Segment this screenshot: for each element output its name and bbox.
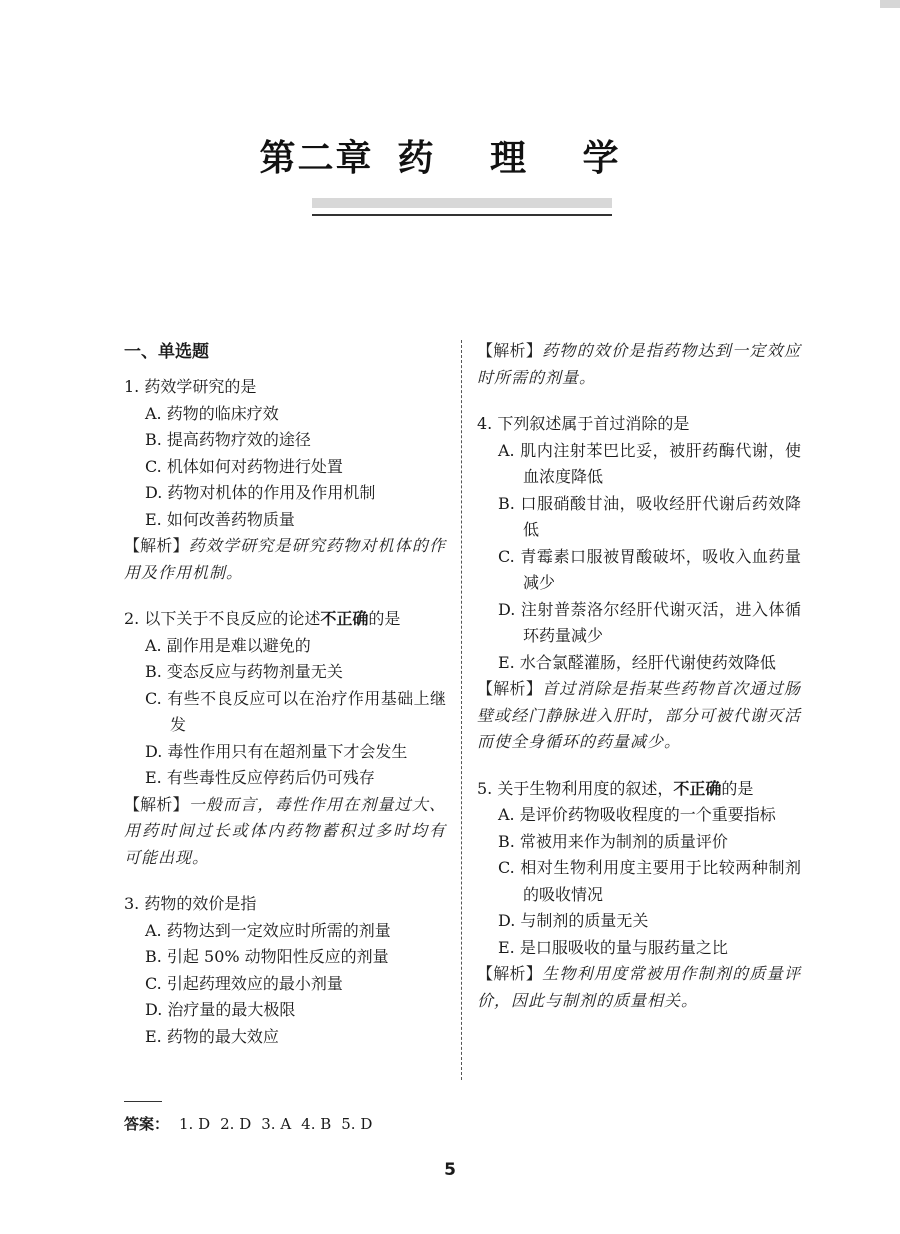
option: C. 引起药理效应的最小剂量 (145, 973, 343, 993)
option: D. 与制剂的质量无关 (498, 911, 649, 930)
question-1 (124, 374, 446, 586)
option: C. 青霉素口服被胃酸破坏，吸收入血药量减少 (498, 546, 801, 592)
option: C. 相对生物利用度主要用于比较两种制剂的吸收情况 (498, 858, 801, 904)
answer-separator (124, 1101, 162, 1102)
title-decoration-bar (312, 198, 612, 208)
question-stem: 3. 药物的效价是指 (124, 894, 257, 913)
option: E. 药物的最大效应 (145, 1026, 279, 1046)
answer-item: 5. D (341, 1115, 373, 1133)
option: C. 机体如何对药物进行处置 (145, 456, 343, 476)
answer-item: 3. A (261, 1115, 292, 1133)
option: C. 有些不良反应可以在治疗作用基础上继发 (145, 688, 446, 734)
question-2 (124, 606, 446, 871)
option: B. 提高药物疗效的途径 (145, 430, 311, 449)
option: B. 引起 50% 动物阳性反应的剂量 (145, 947, 389, 966)
question-3-analysis (477, 338, 801, 391)
analysis: 【解析】首过消除是指某些药物首次通过肠壁或经门静脉进入肝时，部分可被代谢灭活而使全身循环的药量减少。 (477, 679, 801, 751)
page-number: 5 (444, 1160, 456, 1180)
option: E. 是口服吸收的量与服药量之比 (498, 937, 728, 957)
option: A. 药物达到一定效应时所需的剂量 (145, 920, 391, 940)
corner-mark (880, 0, 900, 8)
analysis: 【解析】一般而言，毒性作用在剂量过大、用药时间过长或体内药物蓄积过多时均有可能出现。 (124, 794, 446, 867)
answer-label: 答案： (124, 1115, 170, 1133)
question-stem: 5. 关于生物利用度的叙述，不正确的是 (477, 778, 754, 798)
question-5 (477, 776, 801, 1015)
option: E. 有些毒性反应停药后仍可残存 (145, 768, 375, 787)
chapter-number: 第二章 (259, 138, 374, 179)
option: D. 治疗量的最大极限 (145, 1000, 296, 1019)
option: D. 注射普萘洛尔经肝代谢灭活，进入体循环药量减少 (498, 599, 801, 645)
option: E. 水合氯醛灌肠，经肝代谢使药效降低 (498, 652, 776, 672)
option: A. 药物的临床疗效 (145, 403, 279, 423)
column-divider (461, 340, 462, 1080)
answer-item: 1. D (179, 1115, 211, 1133)
question-4 (477, 411, 801, 756)
chapter-name: 药 理 学 (397, 138, 641, 179)
right-column (477, 338, 801, 1034)
answer-item: 4. B (301, 1115, 332, 1133)
option: A. 副作用是难以避免的 (145, 635, 311, 655)
left-column (124, 338, 446, 1070)
option: B. 常被用来作为制剂的质量评价 (498, 831, 728, 851)
question-stem: 1. 药效学研究的是 (124, 377, 257, 396)
option: B. 口服硝酸甘油，吸收经肝代谢后药效降低 (498, 493, 801, 539)
answer-key (124, 1112, 382, 1136)
option: D. 药物对机体的作用及作用机制 (145, 483, 376, 502)
option: B. 变态反应与药物剂量无关 (145, 662, 343, 681)
option: A. 肌内注射苯巴比妥，被肝药酶代谢，使血浓度降低 (498, 440, 801, 486)
question-3 (124, 891, 446, 1050)
chapter-title (0, 130, 900, 181)
option: A. 是评价药物吸收程度的一个重要指标 (498, 805, 776, 824)
analysis: 【解析】药物的效价是指药物达到一定效应时所需的剂量。 (477, 341, 801, 387)
title-underline (312, 214, 612, 216)
question-stem: 4. 下列叙述属于首过消除的是 (477, 414, 690, 433)
answer-item: 2. D (220, 1115, 252, 1133)
question-stem: 2. 以下关于不良反应的论述不正确的是 (124, 609, 401, 628)
option: E. 如何改善药物质量 (145, 509, 295, 529)
section-title: 一、单选题 (124, 342, 209, 362)
option: D. 毒性作用只有在超剂量下才会发生 (145, 741, 408, 761)
analysis: 【解析】生物利用度常被用作制剂的质量评价，因此与制剂的质量相关。 (477, 964, 801, 1010)
analysis: 【解析】药效学研究是研究药物对机体的作用及作用机制。 (124, 536, 446, 582)
